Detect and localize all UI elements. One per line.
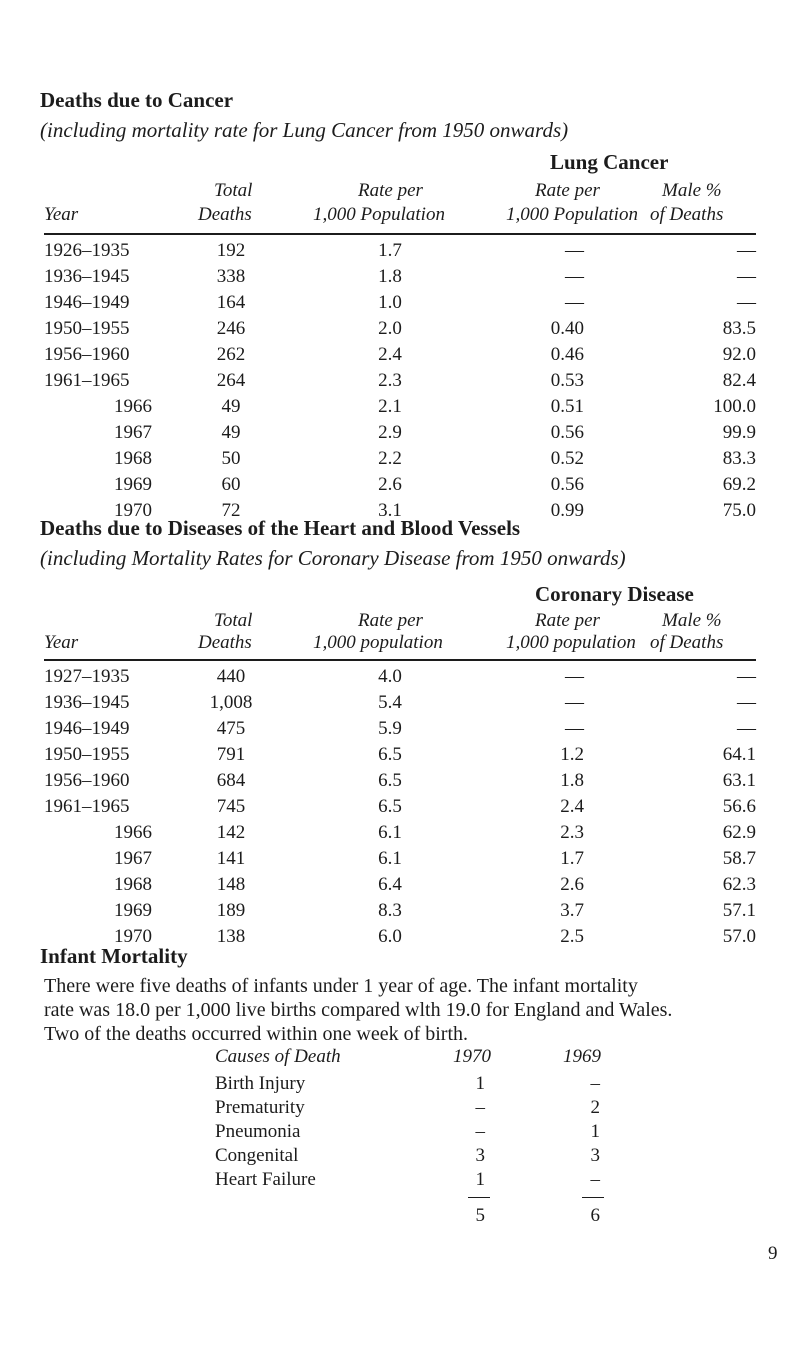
male-pct-cell: 58.7 (722, 848, 756, 869)
cause-1969: 2 (590, 1097, 600, 1118)
year-cell: 1969 (114, 474, 152, 495)
rate-cell: 2.9 (378, 422, 402, 443)
cause-label: Heart Failure (215, 1169, 316, 1190)
coronary-rate-cell: 1.7 (560, 848, 584, 869)
total-cell: 148 (216, 874, 246, 895)
year-cell: 1946–1949 (44, 718, 130, 739)
infant-title: Infant Mortality (40, 944, 188, 968)
cause-label: Congenital (215, 1145, 299, 1166)
col-rate-line2: 1,000 population (313, 632, 443, 653)
year-cell: 1968 (114, 874, 152, 895)
lung-rate-cell: 0.46 (550, 344, 584, 365)
coronary-group-header: Coronary Disease (535, 582, 694, 606)
coronary-rate-cell: 1.2 (560, 744, 584, 765)
table-row (0, 448, 800, 474)
rate-cell: 1.7 (378, 240, 402, 261)
total-cell: 141 (216, 848, 246, 869)
total-cell: 440 (216, 666, 246, 687)
sum-rule-1970 (468, 1197, 490, 1198)
year-cell: 1966 (114, 396, 152, 417)
cause-1969: 1 (590, 1121, 600, 1142)
total-1969: 6 (590, 1205, 600, 1226)
male-pct-cell: 56.6 (722, 796, 756, 817)
col-lung-rate-line1: Rate per (535, 180, 600, 201)
lung-rate-cell: 0.56 (550, 422, 584, 443)
cause-label: Pneumonia (215, 1121, 301, 1142)
rate-cell: 6.5 (378, 796, 402, 817)
table-row (0, 848, 800, 874)
col-total-line2: Deaths (198, 204, 252, 225)
col-rate-line1: Rate per (358, 180, 423, 201)
year-cell: 1946–1949 (44, 292, 130, 313)
rate-cell: 5.9 (378, 718, 402, 739)
rate-cell: 4.0 (378, 666, 402, 687)
total-cell: 475 (216, 718, 246, 739)
col-1970: 1970 (453, 1046, 491, 1067)
table-row (0, 770, 800, 796)
table-row (0, 422, 800, 448)
male-pct-cell: — (737, 292, 756, 313)
total-cell: 745 (216, 796, 246, 817)
total-cell: 1,008 (209, 692, 253, 713)
col-male-line2: of Deaths (650, 632, 724, 653)
year-cell: 1968 (114, 448, 152, 469)
total-cell: 60 (221, 474, 241, 495)
rate-cell: 2.0 (378, 318, 402, 339)
year-cell: 1970 (114, 926, 152, 947)
col-total-line1: Total (214, 610, 253, 631)
cause-1969: – (590, 1073, 600, 1094)
lung-rate-cell: — (565, 266, 584, 287)
table-row (0, 718, 800, 744)
rate-cell: 6.1 (378, 822, 402, 843)
rate-cell: 6.1 (378, 848, 402, 869)
rate-cell: 2.6 (378, 474, 402, 495)
male-pct-cell: 83.3 (722, 448, 756, 469)
male-pct-cell: 100.0 (713, 396, 756, 417)
year-cell: 1970 (114, 500, 152, 521)
table-row (0, 900, 800, 926)
year-cell: 1969 (114, 900, 152, 921)
total-cell: 164 (216, 292, 246, 313)
rate-cell: 1.8 (378, 266, 402, 287)
table-row (0, 666, 800, 692)
col-cor-rate-line1: Rate per (535, 610, 600, 631)
causes-header: Causes of Death (215, 1046, 341, 1067)
lung-rate-cell: — (565, 240, 584, 261)
year-cell: 1967 (114, 422, 152, 443)
rate-cell: 2.1 (378, 396, 402, 417)
year-cell: 1936–1945 (44, 692, 130, 713)
male-pct-cell: — (737, 666, 756, 687)
rate-cell: 6.0 (378, 926, 402, 947)
coronary-rate-cell: 2.6 (560, 874, 584, 895)
table-row (0, 318, 800, 344)
col-year: Year (44, 632, 79, 653)
lung-rate-cell: 0.99 (550, 500, 584, 521)
total-cell: 189 (216, 900, 246, 921)
cause-label: Prematurity (215, 1097, 305, 1118)
year-cell: 1956–1960 (44, 770, 130, 791)
col-cor-rate-line2: 1,000 population (506, 632, 636, 653)
list-item (0, 1073, 800, 1099)
male-pct-cell: 57.0 (722, 926, 756, 947)
list-item (0, 1121, 800, 1147)
rate-cell: 2.4 (378, 344, 402, 365)
heart-title: Deaths due to Diseases of the Heart and Blood Vessels (40, 516, 521, 540)
lung-rate-cell: 0.53 (550, 370, 584, 391)
lung-rate-cell: 0.56 (550, 474, 584, 495)
male-pct-cell: 64.1 (722, 744, 756, 765)
year-cell: 1961–1965 (44, 796, 130, 817)
total-cell: 138 (216, 926, 246, 947)
total-cell: 49 (221, 422, 241, 443)
table-row (0, 822, 800, 848)
cause-1970: – (475, 1121, 485, 1142)
table-row (0, 344, 800, 370)
lung-rate-cell: 0.40 (550, 318, 584, 339)
total-cell: 49 (221, 396, 241, 417)
cause-label: Birth Injury (215, 1073, 306, 1094)
table-row (0, 474, 800, 500)
lung-rate-cell: 0.52 (550, 448, 584, 469)
total-1970: 5 (475, 1205, 485, 1226)
year-cell: 1966 (114, 822, 152, 843)
male-pct-cell: 69.2 (722, 474, 756, 495)
rate-cell: 6.5 (378, 770, 402, 791)
col-rate-line2: 1,000 Population (313, 204, 445, 225)
coronary-rate-cell: 2.5 (560, 926, 584, 947)
cancer-header-rule (44, 233, 756, 235)
male-pct-cell: 82.4 (722, 370, 756, 391)
col-year: Year (44, 204, 79, 225)
year-cell: 1926–1935 (44, 240, 130, 261)
year-cell: 1961–1965 (44, 370, 130, 391)
male-pct-cell: 62.3 (722, 874, 756, 895)
year-cell: 1950–1955 (44, 744, 130, 765)
col-rate-line1: Rate per (358, 610, 423, 631)
male-pct-cell: 63.1 (722, 770, 756, 791)
year-cell: 1927–1935 (44, 666, 130, 687)
cancer-title: Deaths due to Cancer (40, 88, 234, 112)
list-item (0, 1097, 800, 1123)
list-item (0, 1145, 800, 1171)
total-cell: 72 (221, 500, 241, 521)
total-cell: 246 (216, 318, 246, 339)
rate-cell: 6.5 (378, 744, 402, 765)
male-pct-cell: 99.9 (722, 422, 756, 443)
infant-paragraph-line: Two of the deaths occurred within one week of birth. (44, 1023, 469, 1045)
table-row (0, 370, 800, 396)
heart-header-rule (44, 659, 756, 661)
cause-1970: – (475, 1097, 485, 1118)
male-pct-cell: — (737, 266, 756, 287)
rate-cell: 3.1 (378, 500, 402, 521)
infant-paragraph-line: rate was 18.0 per 1,000 live births compared wlth 19.0 for England and Wales. (44, 999, 673, 1021)
rate-cell: 2.3 (378, 370, 402, 391)
total-cell: 142 (216, 822, 246, 843)
year-cell: 1956–1960 (44, 344, 130, 365)
total-cell: 684 (216, 770, 246, 791)
rate-cell: 2.2 (378, 448, 402, 469)
col-male-line1: Male % (662, 180, 722, 201)
male-pct-cell: 83.5 (722, 318, 756, 339)
coronary-rate-cell: 2.4 (560, 796, 584, 817)
cause-1969: – (590, 1169, 600, 1190)
table-row (0, 266, 800, 292)
col-1969: 1969 (563, 1046, 601, 1067)
rate-cell: 5.4 (378, 692, 402, 713)
coronary-rate-cell: 3.7 (560, 900, 584, 921)
list-item (0, 1169, 800, 1195)
male-pct-cell: 62.9 (722, 822, 756, 843)
table-row (0, 874, 800, 900)
infant-paragraph (44, 974, 764, 1046)
coronary-rate-cell: — (565, 692, 584, 713)
cause-1970: 1 (475, 1073, 485, 1094)
year-cell: 1936–1945 (44, 266, 130, 287)
table-row (0, 292, 800, 318)
coronary-rate-cell: — (565, 666, 584, 687)
male-pct-cell: 92.0 (722, 344, 756, 365)
cause-1969: 3 (590, 1145, 600, 1166)
total-cell: 791 (216, 744, 246, 765)
table-row (0, 796, 800, 822)
col-lung-rate-line2: 1,000 Population (506, 204, 638, 225)
total-cell: 338 (216, 266, 246, 287)
rate-cell: 8.3 (378, 900, 402, 921)
infant-paragraph-line: There were five deaths of infants under 1 year of age. The infant mortality (44, 975, 638, 997)
total-cell: 192 (216, 240, 246, 261)
causes-total-row (0, 1205, 800, 1231)
total-cell: 264 (216, 370, 246, 391)
lung-rate-cell: 0.51 (550, 396, 584, 417)
table-row (0, 692, 800, 718)
coronary-rate-cell: 2.3 (560, 822, 584, 843)
year-cell: 1967 (114, 848, 152, 869)
cause-1970: 1 (475, 1169, 485, 1190)
col-total-line1: Total (214, 180, 253, 201)
coronary-rate-cell: — (565, 718, 584, 739)
cancer-subtitle: (including mortality rate for Lung Cancer from 1950 onwards) (40, 118, 569, 142)
sum-rule-1969 (582, 1197, 604, 1198)
lung-cancer-group-header: Lung Cancer (550, 150, 669, 174)
col-male-line1: Male % (662, 610, 722, 631)
col-male-line2: of Deaths (650, 204, 724, 225)
total-cell: 50 (221, 448, 241, 469)
lung-rate-cell: — (565, 292, 584, 313)
table-row (0, 396, 800, 422)
table-row (0, 744, 800, 770)
male-pct-cell: 75.0 (722, 500, 756, 521)
year-cell: 1950–1955 (44, 318, 130, 339)
coronary-rate-cell: 1.8 (560, 770, 584, 791)
male-pct-cell: — (737, 240, 756, 261)
male-pct-cell: — (737, 718, 756, 739)
page-number: 9 (768, 1243, 778, 1264)
male-pct-cell: 57.1 (722, 900, 756, 921)
total-cell: 262 (216, 344, 246, 365)
table-row (0, 240, 800, 266)
cause-1970: 3 (475, 1145, 485, 1166)
rate-cell: 6.4 (378, 874, 402, 895)
col-total-line2: Deaths (198, 632, 252, 653)
heart-subtitle: (including Mortality Rates for Coronary Disease from 1950 onwards) (40, 546, 626, 570)
rate-cell: 1.0 (378, 292, 402, 313)
male-pct-cell: — (737, 692, 756, 713)
